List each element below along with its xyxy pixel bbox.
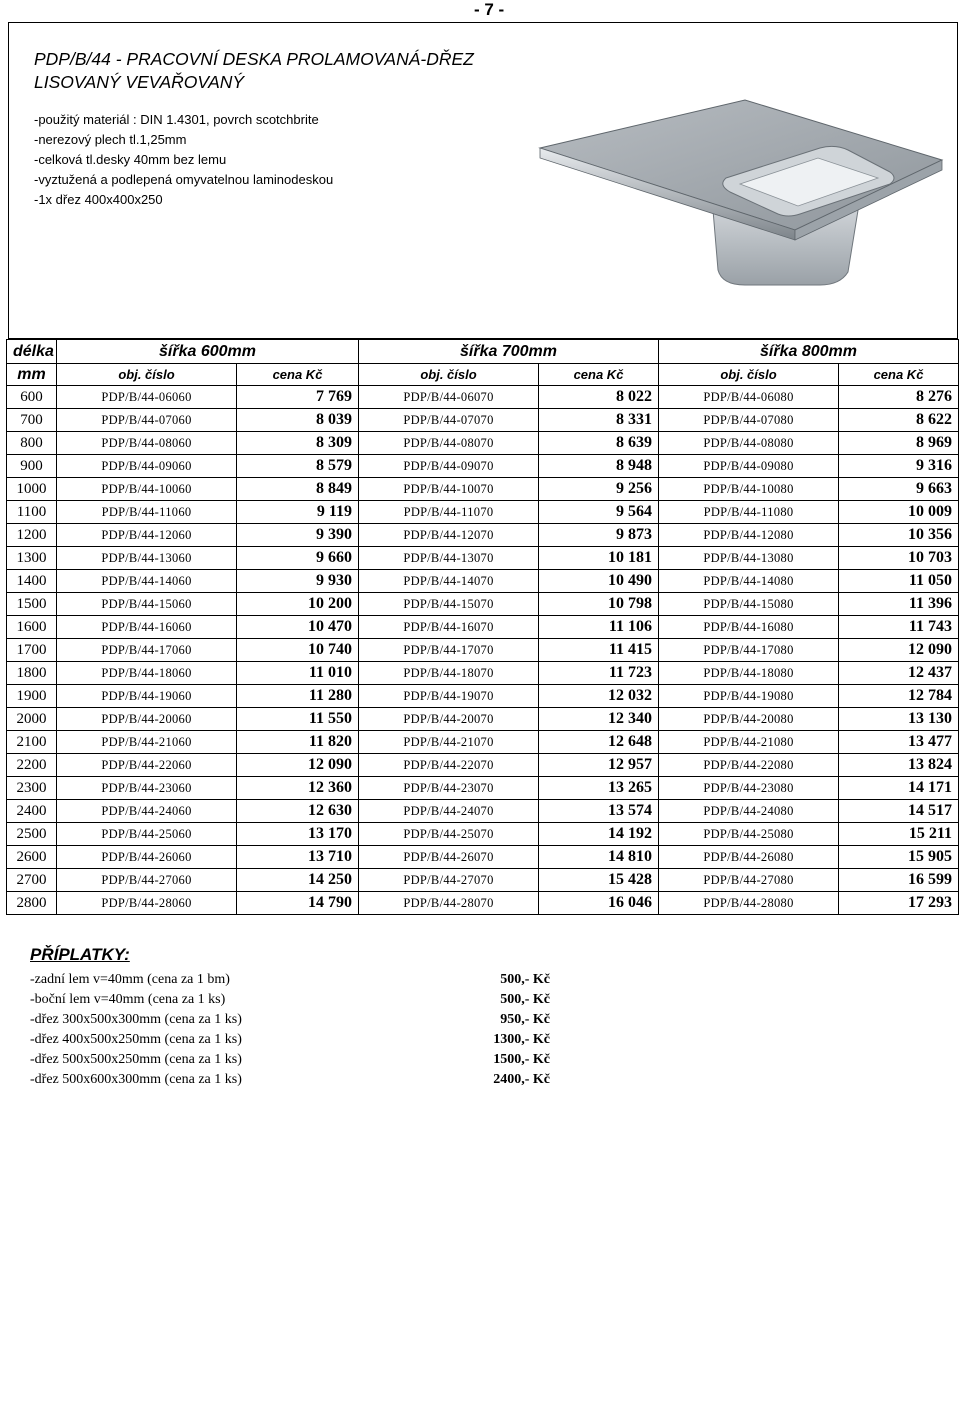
price-cell: 13 710	[237, 846, 359, 869]
order-code-cell: PDP/B/44-12070	[359, 524, 539, 547]
price-cell: 9 873	[539, 524, 659, 547]
table-row	[7, 846, 959, 869]
order-code-cell: PDP/B/44-22080	[659, 754, 839, 777]
order-code-cell: PDP/B/44-13070	[359, 547, 539, 570]
col-price-header: cena Kč	[539, 364, 659, 386]
order-code-cell: PDP/B/44-08070	[359, 432, 539, 455]
length-cell: 800	[7, 432, 57, 455]
description-line: -1x dřez 400x400x250	[34, 192, 163, 207]
order-code-cell: PDP/B/44-10070	[359, 478, 539, 501]
price-cell: 14 171	[839, 777, 959, 800]
price-cell: 11 723	[539, 662, 659, 685]
table-row	[7, 524, 959, 547]
order-code-cell: PDP/B/44-14070	[359, 570, 539, 593]
table-row	[7, 386, 959, 409]
order-code-cell: PDP/B/44-08060	[57, 432, 237, 455]
order-code-cell: PDP/B/44-16070	[359, 616, 539, 639]
price-cell: 8 039	[237, 409, 359, 432]
price-cell: 14 250	[237, 869, 359, 892]
order-code-cell: PDP/B/44-06060	[57, 386, 237, 409]
surcharge-label: -dřez 300x500x300mm (cena za 1 ks)	[30, 1012, 242, 1027]
surcharges-title: PŘÍPLATKY:	[30, 945, 130, 964]
order-code-cell: PDP/B/44-24070	[359, 800, 539, 823]
order-code-cell: PDP/B/44-16080	[659, 616, 839, 639]
order-code-cell: PDP/B/44-18070	[359, 662, 539, 685]
length-cell: 2400	[7, 800, 57, 823]
length-cell: 1500	[7, 593, 57, 616]
price-cell: 9 663	[839, 478, 959, 501]
length-cell: 2700	[7, 869, 57, 892]
surcharge-label: -dřez 500x500x250mm (cena za 1 ks)	[30, 1052, 242, 1067]
order-code-cell: PDP/B/44-27070	[359, 869, 539, 892]
price-cell: 13 824	[839, 754, 959, 777]
order-code-cell: PDP/B/44-15070	[359, 593, 539, 616]
title-line-1: PDP/B/44 - PRACOVNÍ DESKA PROLAMOVANÁ-DŘEZ	[34, 49, 474, 69]
surcharge-item	[30, 1050, 550, 1070]
table-row	[7, 501, 959, 524]
order-code-cell: PDP/B/44-17060	[57, 639, 237, 662]
price-cell: 12 784	[839, 685, 959, 708]
price-cell: 13 130	[839, 708, 959, 731]
order-code-cell: PDP/B/44-22070	[359, 754, 539, 777]
price-cell: 11 743	[839, 616, 959, 639]
surcharge-item	[30, 990, 550, 1010]
length-header: délka	[7, 340, 57, 364]
price-cell: 15 211	[839, 823, 959, 846]
price-cell: 8 639	[539, 432, 659, 455]
order-code-cell: PDP/B/44-23070	[359, 777, 539, 800]
price-cell: 10 200	[237, 593, 359, 616]
price-cell: 10 798	[539, 593, 659, 616]
length-cell: 900	[7, 455, 57, 478]
order-code-cell: PDP/B/44-12060	[57, 524, 237, 547]
price-cell: 16 599	[839, 869, 959, 892]
col-price-header: cena Kč	[237, 364, 359, 386]
table-row	[7, 432, 959, 455]
description-line: -celková tl.desky 40mm bez lemu	[34, 152, 227, 167]
length-cell: 1300	[7, 547, 57, 570]
length-cell: 1400	[7, 570, 57, 593]
order-code-cell: PDP/B/44-10060	[57, 478, 237, 501]
price-cell: 13 170	[237, 823, 359, 846]
price-cell: 10 703	[839, 547, 959, 570]
table-row	[7, 685, 959, 708]
length-cell: 2100	[7, 731, 57, 754]
surcharge-price: 1500,- Kč	[493, 1052, 550, 1067]
order-code-cell: PDP/B/44-28070	[359, 892, 539, 915]
order-code-cell: PDP/B/44-06070	[359, 386, 539, 409]
price-cell: 8 579	[237, 455, 359, 478]
order-code-cell: PDP/B/44-28060	[57, 892, 237, 915]
price-cell: 11 280	[237, 685, 359, 708]
width-700-header: šířka 700mm	[359, 340, 659, 364]
length-cell: 2800	[7, 892, 57, 915]
order-code-cell: PDP/B/44-07060	[57, 409, 237, 432]
order-code-cell: PDP/B/44-18080	[659, 662, 839, 685]
price-cell: 12 340	[539, 708, 659, 731]
length-cell: 1600	[7, 616, 57, 639]
table-row	[7, 570, 959, 593]
order-code-cell: PDP/B/44-23080	[659, 777, 839, 800]
surcharge-price: 2400,- Kč	[493, 1072, 550, 1087]
price-cell: 11 820	[237, 731, 359, 754]
price-cell: 8 331	[539, 409, 659, 432]
description-line: -použitý materiál : DIN 1.4301, povrch scotchbrite	[34, 112, 319, 127]
length-cell: 2000	[7, 708, 57, 731]
order-code-cell: PDP/B/44-11070	[359, 501, 539, 524]
price-cell: 8 969	[839, 432, 959, 455]
table-row	[7, 639, 959, 662]
table-row	[7, 547, 959, 570]
price-cell: 12 957	[539, 754, 659, 777]
order-code-cell: PDP/B/44-11080	[659, 501, 839, 524]
order-code-cell: PDP/B/44-12080	[659, 524, 839, 547]
price-cell: 11 415	[539, 639, 659, 662]
price-cell: 13 574	[539, 800, 659, 823]
length-cell: 1900	[7, 685, 57, 708]
price-cell: 9 256	[539, 478, 659, 501]
price-cell: 8 022	[539, 386, 659, 409]
table-row	[7, 455, 959, 478]
price-cell: 8 948	[539, 455, 659, 478]
price-cell: 9 660	[237, 547, 359, 570]
price-cell: 15 905	[839, 846, 959, 869]
order-code-cell: PDP/B/44-26060	[57, 846, 237, 869]
width-800-header: šířka 800mm	[659, 340, 959, 364]
price-cell: 14 192	[539, 823, 659, 846]
table-row	[7, 892, 959, 915]
order-code-cell: PDP/B/44-13080	[659, 547, 839, 570]
price-cell: 17 293	[839, 892, 959, 915]
order-code-cell: PDP/B/44-10080	[659, 478, 839, 501]
surcharge-label: -dřez 500x600x300mm (cena za 1 ks)	[30, 1072, 242, 1087]
price-cell: 8 849	[237, 478, 359, 501]
col-code-header: obj. číslo	[359, 364, 539, 386]
price-cell: 9 564	[539, 501, 659, 524]
table-row	[7, 800, 959, 823]
surcharge-price: 950,- Kč	[500, 1012, 550, 1027]
order-code-cell: PDP/B/44-20070	[359, 708, 539, 731]
table-row	[7, 708, 959, 731]
surcharge-item	[30, 1030, 550, 1050]
price-cell: 14 517	[839, 800, 959, 823]
price-cell: 16 046	[539, 892, 659, 915]
price-cell: 11 010	[237, 662, 359, 685]
length-cell: 1700	[7, 639, 57, 662]
price-cell: 12 032	[539, 685, 659, 708]
length-cell: 2200	[7, 754, 57, 777]
order-code-cell: PDP/B/44-21070	[359, 731, 539, 754]
order-code-cell: PDP/B/44-17080	[659, 639, 839, 662]
order-code-cell: PDP/B/44-25080	[659, 823, 839, 846]
price-cell: 12 090	[839, 639, 959, 662]
surcharge-item	[30, 970, 550, 990]
table-row	[7, 731, 959, 754]
price-cell: 9 390	[237, 524, 359, 547]
table-row	[7, 662, 959, 685]
order-code-cell: PDP/B/44-14060	[57, 570, 237, 593]
price-cell: 10 009	[839, 501, 959, 524]
order-code-cell: PDP/B/44-08080	[659, 432, 839, 455]
price-table-body	[7, 386, 959, 915]
length-cell: 700	[7, 409, 57, 432]
price-cell: 8 622	[839, 409, 959, 432]
surcharge-label: -boční lem v=40mm (cena za 1 ks)	[30, 992, 226, 1007]
price-table	[6, 339, 959, 915]
length-cell: 600	[7, 386, 57, 409]
table-row	[7, 616, 959, 639]
order-code-cell: PDP/B/44-25070	[359, 823, 539, 846]
product-title	[34, 48, 474, 94]
order-code-cell: PDP/B/44-19070	[359, 685, 539, 708]
order-code-cell: PDP/B/44-24060	[57, 800, 237, 823]
order-code-cell: PDP/B/44-15080	[659, 593, 839, 616]
price-cell: 8 309	[237, 432, 359, 455]
order-code-cell: PDP/B/44-27060	[57, 869, 237, 892]
price-cell: 11 050	[839, 570, 959, 593]
order-code-cell: PDP/B/44-07080	[659, 409, 839, 432]
order-code-cell: PDP/B/44-15060	[57, 593, 237, 616]
price-cell: 12 437	[839, 662, 959, 685]
price-cell: 9 316	[839, 455, 959, 478]
order-code-cell: PDP/B/44-20060	[57, 708, 237, 731]
surcharge-label: -zadní lem v=40mm (cena za 1 bm)	[30, 972, 230, 987]
description-line: -vyztužená a podlepená omyvatelnou laminodeskou	[34, 172, 334, 187]
order-code-cell: PDP/B/44-27080	[659, 869, 839, 892]
surcharge-price: 500,- Kč	[500, 972, 550, 987]
worktop-sink-image	[530, 80, 950, 295]
table-subheader-row	[7, 364, 959, 386]
surcharge-item	[30, 1010, 550, 1030]
price-cell: 12 630	[237, 800, 359, 823]
surcharge-price: 500,- Kč	[500, 992, 550, 1007]
price-cell: 12 648	[539, 731, 659, 754]
table-row	[7, 823, 959, 846]
surcharge-price: 1300,- Kč	[493, 1032, 550, 1047]
price-cell: 11 550	[237, 708, 359, 731]
length-cell: 1200	[7, 524, 57, 547]
price-cell: 7 769	[237, 386, 359, 409]
table-row	[7, 777, 959, 800]
order-code-cell: PDP/B/44-21080	[659, 731, 839, 754]
order-code-cell: PDP/B/44-19060	[57, 685, 237, 708]
order-code-cell: PDP/B/44-09060	[57, 455, 237, 478]
price-cell: 9 930	[237, 570, 359, 593]
price-cell: 12 360	[237, 777, 359, 800]
price-cell: 8 276	[839, 386, 959, 409]
table-row	[7, 754, 959, 777]
width-600-header: šířka 600mm	[57, 340, 359, 364]
price-cell: 10 181	[539, 547, 659, 570]
order-code-cell: PDP/B/44-21060	[57, 731, 237, 754]
order-code-cell: PDP/B/44-19080	[659, 685, 839, 708]
col-code-header: obj. číslo	[57, 364, 237, 386]
surcharge-item	[30, 1070, 550, 1090]
price-cell: 14 810	[539, 846, 659, 869]
order-code-cell: PDP/B/44-17070	[359, 639, 539, 662]
price-cell: 10 356	[839, 524, 959, 547]
order-code-cell: PDP/B/44-23060	[57, 777, 237, 800]
length-cell: 1800	[7, 662, 57, 685]
length-cell: 1100	[7, 501, 57, 524]
order-code-cell: PDP/B/44-24080	[659, 800, 839, 823]
order-code-cell: PDP/B/44-20080	[659, 708, 839, 731]
length-cell: 2300	[7, 777, 57, 800]
length-cell: 1000	[7, 478, 57, 501]
surcharge-label: -dřez 400x500x250mm (cena za 1 ks)	[30, 1032, 242, 1047]
table-row	[7, 593, 959, 616]
description-line: -nerezový plech tl.1,25mm	[34, 132, 187, 147]
table-row	[7, 409, 959, 432]
order-code-cell: PDP/B/44-07070	[359, 409, 539, 432]
table-header-row	[7, 340, 959, 364]
price-cell: 10 490	[539, 570, 659, 593]
col-code-header: obj. číslo	[659, 364, 839, 386]
order-code-cell: PDP/B/44-28080	[659, 892, 839, 915]
table-row	[7, 869, 959, 892]
order-code-cell: PDP/B/44-26070	[359, 846, 539, 869]
length-cell: 2600	[7, 846, 57, 869]
price-cell: 15 428	[539, 869, 659, 892]
order-code-cell: PDP/B/44-13060	[57, 547, 237, 570]
price-cell: 12 090	[237, 754, 359, 777]
price-cell: 11 106	[539, 616, 659, 639]
surcharges-list	[30, 970, 550, 1090]
product-description	[34, 110, 333, 210]
order-code-cell: PDP/B/44-22060	[57, 754, 237, 777]
price-cell: 11 396	[839, 593, 959, 616]
price-cell: 10 740	[237, 639, 359, 662]
order-code-cell: PDP/B/44-26080	[659, 846, 839, 869]
order-code-cell: PDP/B/44-16060	[57, 616, 237, 639]
order-code-cell: PDP/B/44-14080	[659, 570, 839, 593]
price-cell: 13 477	[839, 731, 959, 754]
price-cell: 10 470	[237, 616, 359, 639]
length-unit: mm	[7, 364, 57, 386]
table-row	[7, 478, 959, 501]
order-code-cell: PDP/B/44-18060	[57, 662, 237, 685]
order-code-cell: PDP/B/44-09070	[359, 455, 539, 478]
col-price-header: cena Kč	[839, 364, 959, 386]
price-cell: 14 790	[237, 892, 359, 915]
order-code-cell: PDP/B/44-11060	[57, 501, 237, 524]
order-code-cell: PDP/B/44-06080	[659, 386, 839, 409]
order-code-cell: PDP/B/44-09080	[659, 455, 839, 478]
order-code-cell: PDP/B/44-25060	[57, 823, 237, 846]
price-cell: 13 265	[539, 777, 659, 800]
length-cell: 2500	[7, 823, 57, 846]
title-line-2: LISOVANÝ VEVAŘOVANÝ	[34, 72, 245, 92]
page-number: - 7 -	[474, 0, 505, 19]
price-cell: 9 119	[237, 501, 359, 524]
